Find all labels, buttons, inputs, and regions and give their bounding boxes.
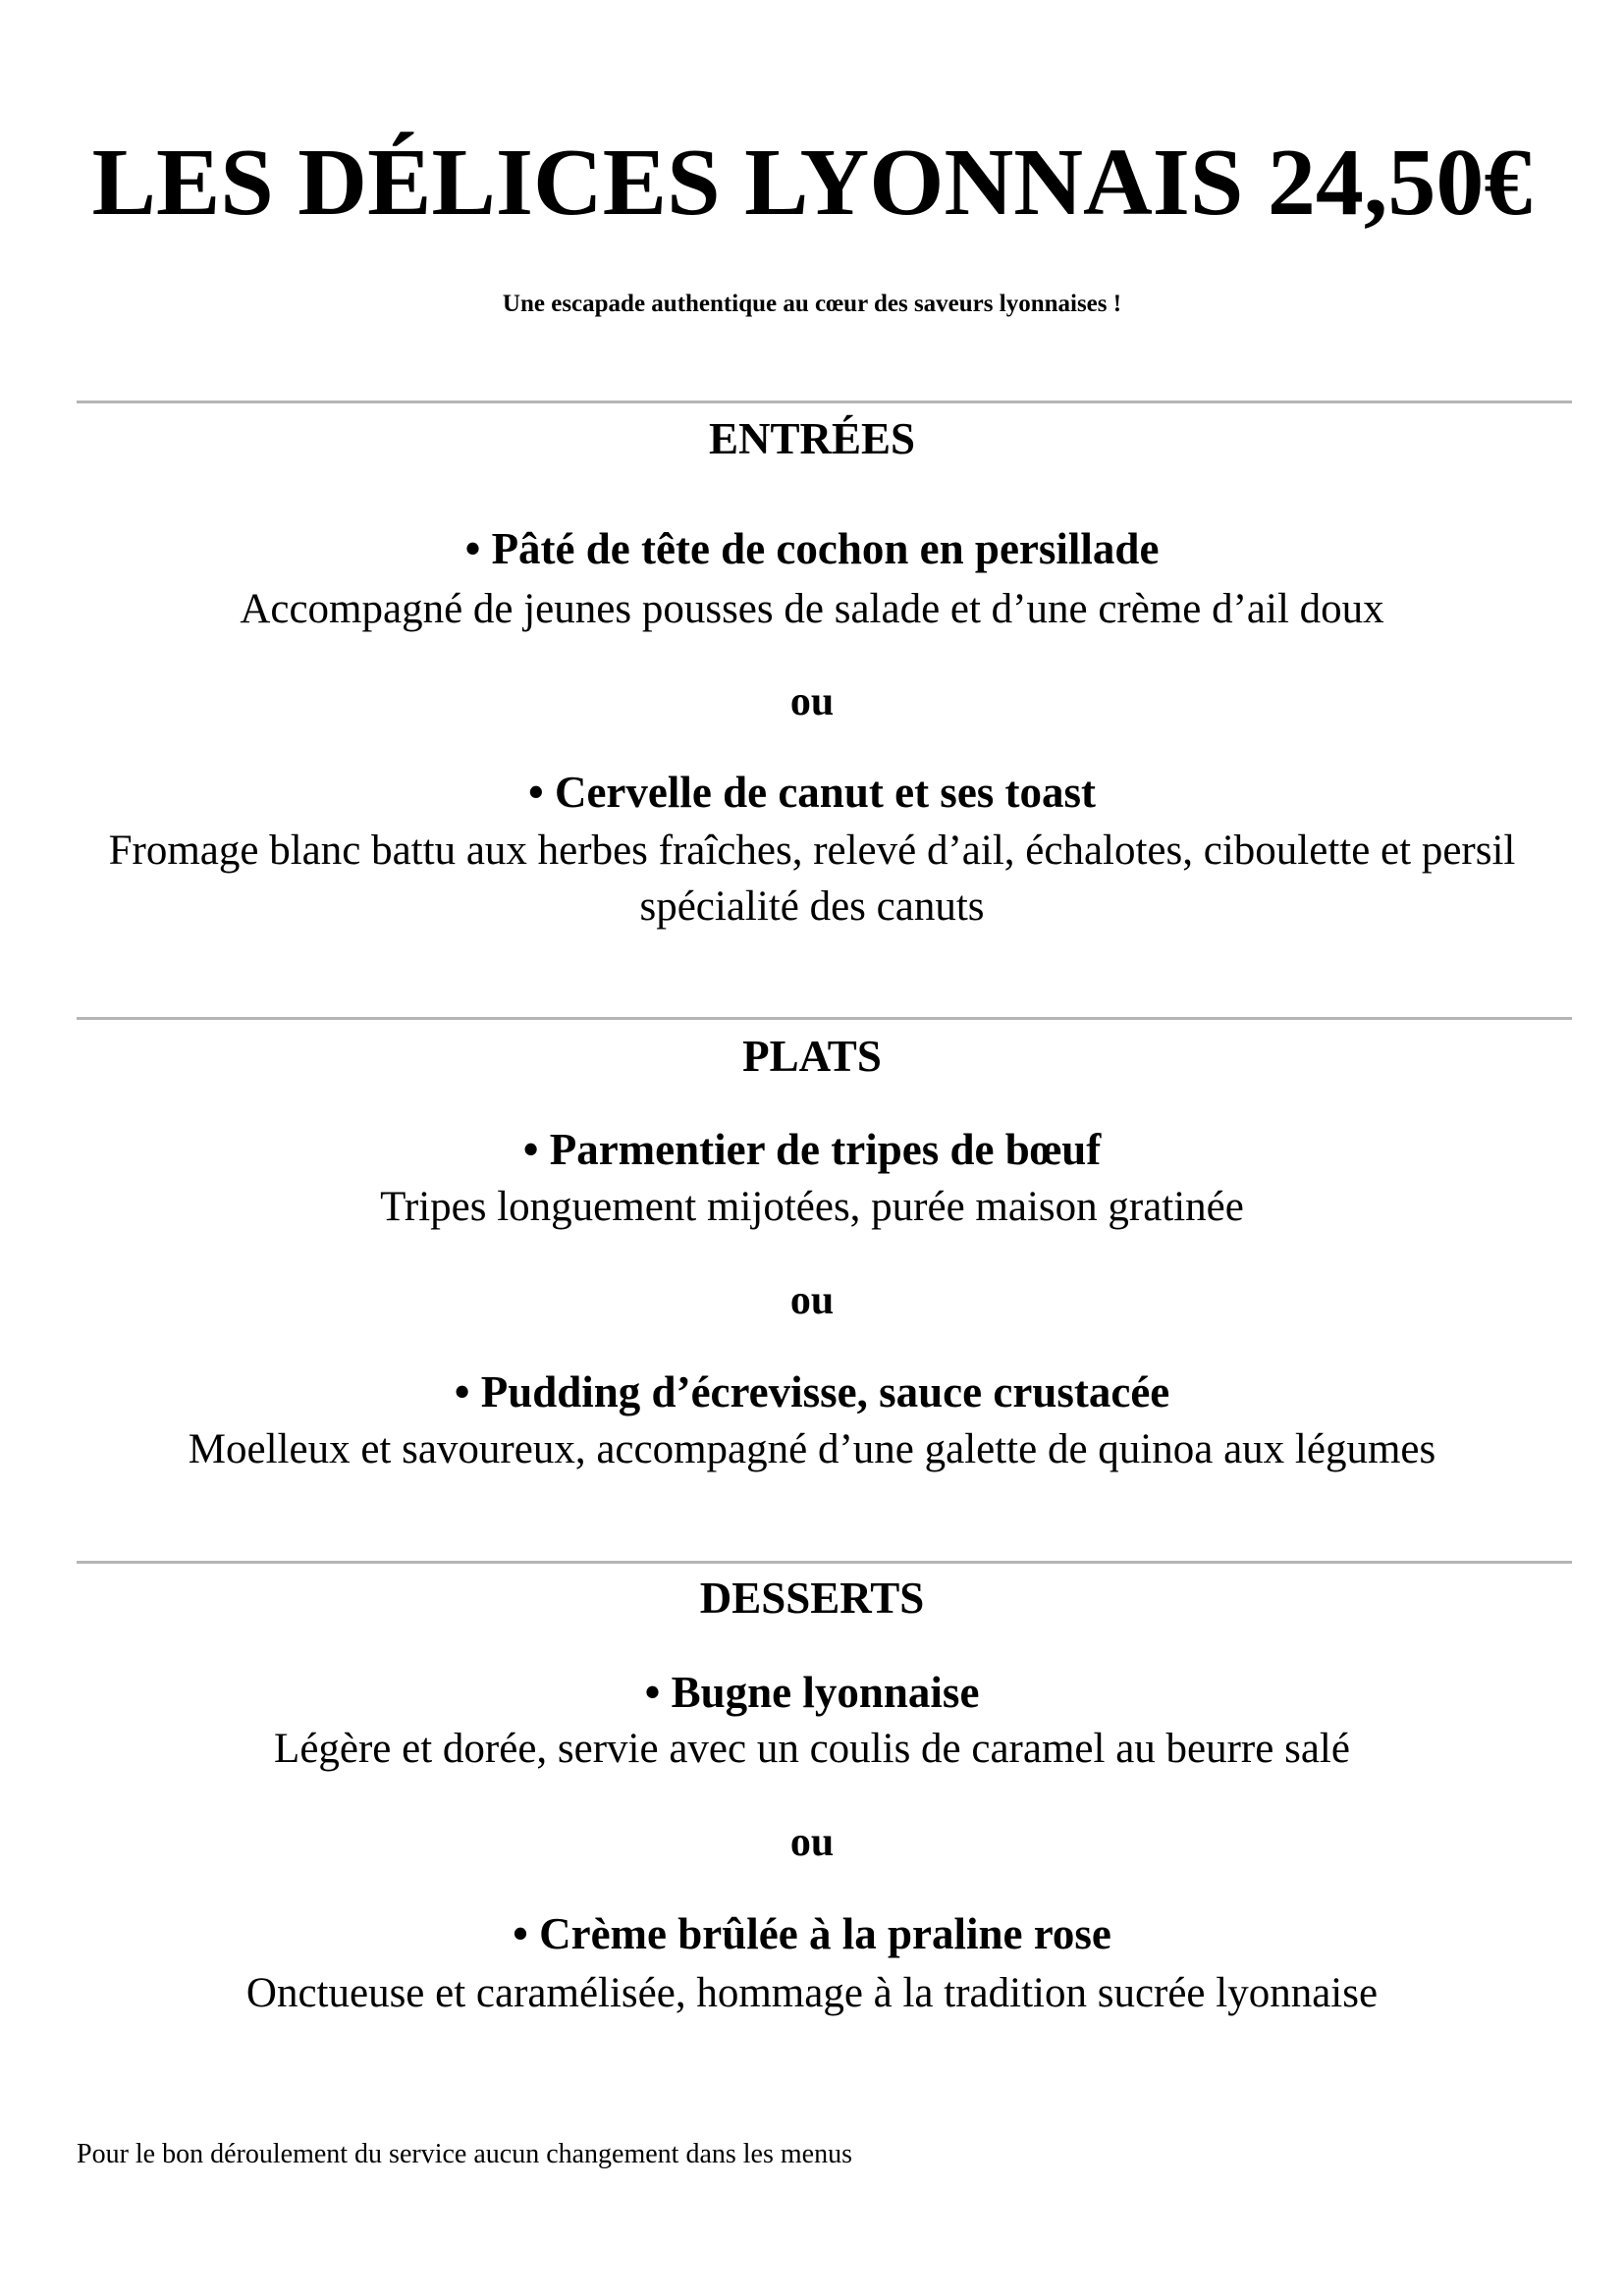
section-divider: [77, 1017, 1572, 1020]
menu-subtitle: Une escapade authentique au cœur des saveurs lyonnaises !: [502, 291, 1122, 317]
dish-description: Fromage blanc battu aux herbes fraîches, relevé d’ail, échalotes, ciboulette et persil spécialité des canuts: [108, 828, 1516, 930]
section-divider: [77, 400, 1572, 403]
footer-note: Pour le bon déroulement du service aucun changement dans les menus: [77, 2139, 852, 2169]
dish-description: Accompagné de jeunes pousses de salade et d’une crème d’ail doux: [240, 586, 1384, 632]
or-separator: ou: [789, 1278, 835, 1323]
dish-name: • Bugne lyonnaise: [644, 1668, 980, 1717]
section-divider: [77, 1561, 1572, 1564]
dish-name: • Pâté de tête de cochon en persillade: [464, 524, 1160, 573]
or-separator: ou: [789, 679, 835, 724]
dish-description: Tripes longuement mijotées, purée maison gratinée: [380, 1184, 1244, 1230]
dish-name: • Cervelle de canut et ses toast: [527, 768, 1097, 817]
dish-description: Onctueuse et caramélisée, hommage à la tradition sucrée lyonnaise: [245, 1970, 1379, 2016]
section-heading-plats: PLATS: [742, 1032, 882, 1081]
dish-description: Moelleux et savoureux, accompagné d’une galette de quinoa aux légumes: [188, 1426, 1436, 1472]
section-heading-entrees: ENTRÉES: [708, 414, 916, 463]
dish-description: Légère et dorée, servie avec un coulis de caramel au beurre salé: [274, 1726, 1350, 1772]
or-separator: ou: [789, 1820, 835, 1865]
dish-name: • Parmentier de tripes de bœuf: [522, 1125, 1102, 1174]
section-heading-desserts: DESSERTS: [699, 1574, 925, 1623]
menu-title: LES DÉLICES LYONNAIS 24,50€: [91, 130, 1533, 236]
dish-name: • Crème brûlée à la praline rose: [513, 1909, 1111, 1958]
dish-name: • Pudding d’écrevisse, sauce crustacée: [454, 1367, 1170, 1416]
